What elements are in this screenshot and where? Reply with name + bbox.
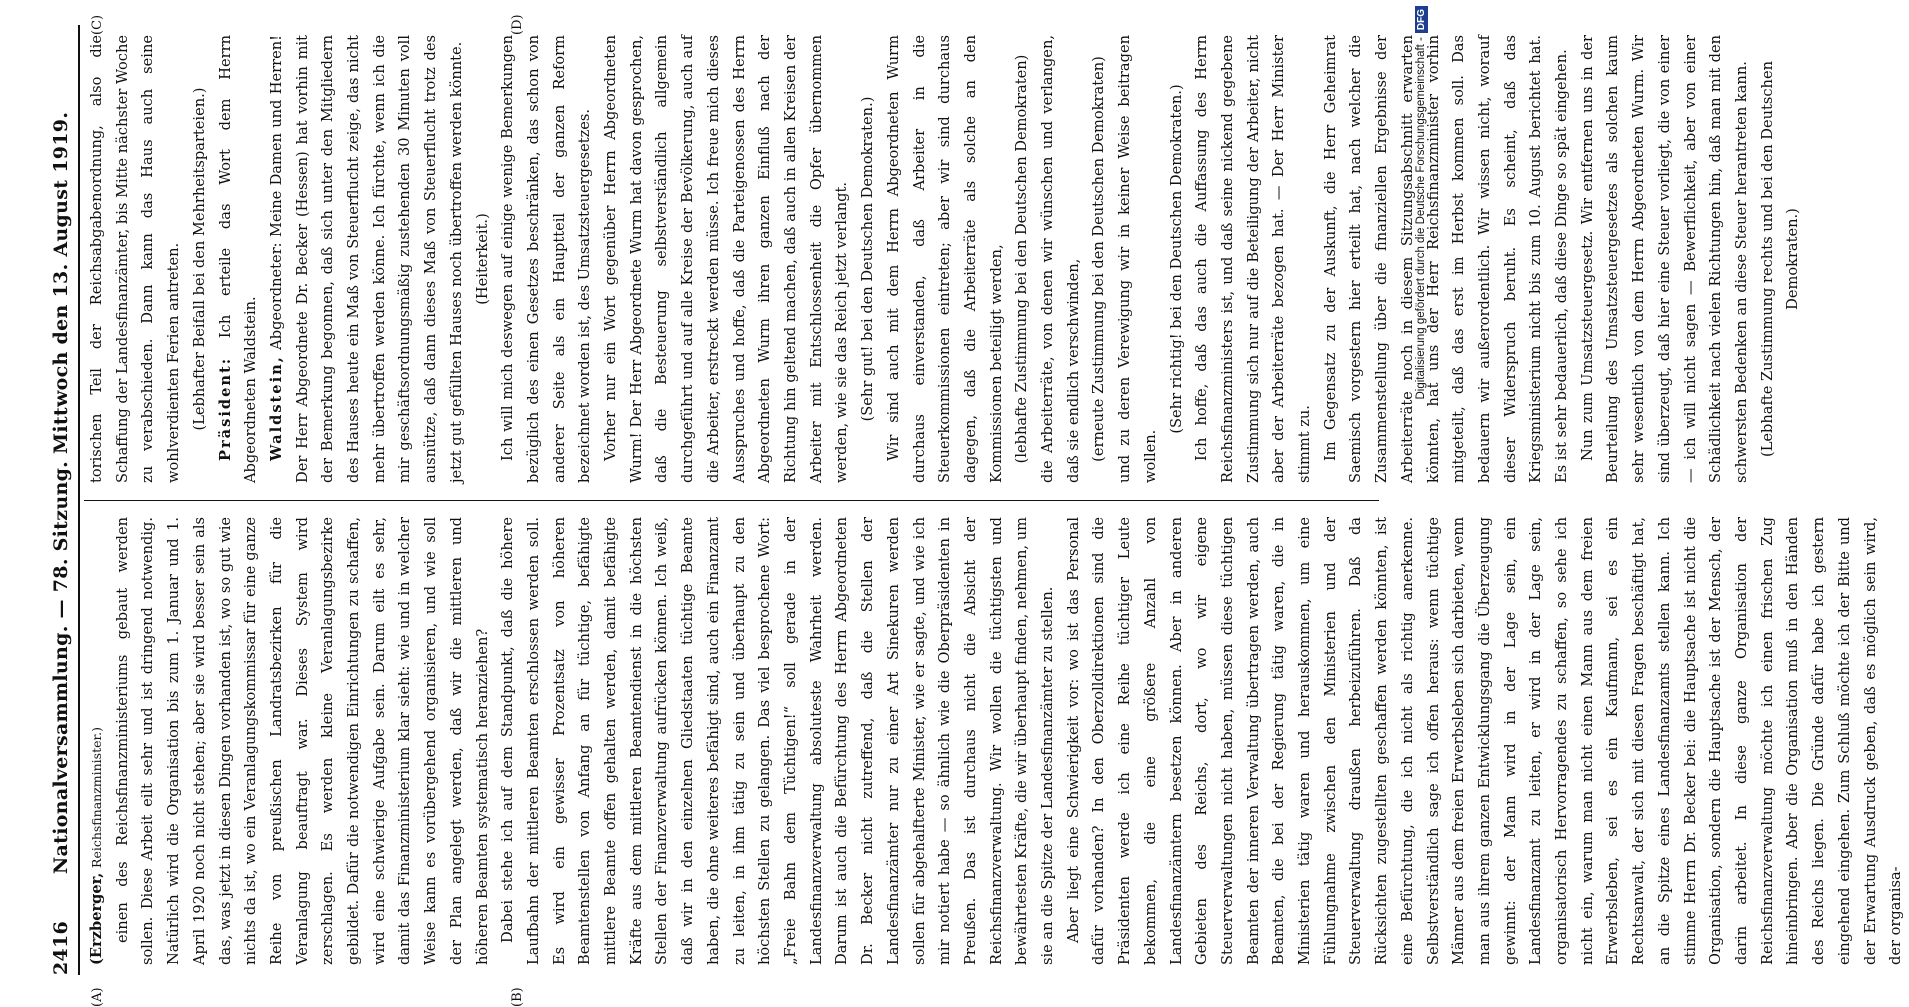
header-rule	[78, 25, 80, 975]
interjection: (Heiterkeit.)	[473, 213, 491, 305]
interjection: (Lebhafter Beifall bei den Mehrheitsparteien.)	[190, 87, 208, 431]
interjection: (Sehr richtig! bei den Deutschen Demokraten.)	[1167, 84, 1185, 434]
page-number: 2416	[50, 920, 72, 975]
body-paragraph: Ich hoffe, daß das auch die Auffassung des Herrn Reichsfinanzministers ist, und daß seine nickend gegebene Zustimmung sich nur auf die Beteiligung der Arbeiter, nicht aber der Arbeiterräte bezogen hat. — Der Herr Minister stimmt zu.	[1193, 35, 1314, 483]
speaker-name: Präsident:	[216, 356, 234, 461]
body-paragraph: Im Gegensatz zu der Auskunft, die Herr Geheimrat Saemisch vorgestern hier erteilt hat, nach welcher die Zusammenstellung über die finanziellen Ergebnisse der Arbeiterräte noch in diesem Sitzungsabschnitt erwarten könnten, hat uns der Herr Reichsfinanzminister vorhin mitgeteilt, daß das erst im Herbst kommen soll. Das bedauern wir außerordentlich. Wir wissen nicht, worauf dieser Widerspruch beruht. Es scheint, daß das Kriegsministerium nicht bis zum 10. August berichtet hat. Es ist sehr bedauerlich, daß diese Dinge so spät eingehen.	[1321, 35, 1571, 483]
running-header	[40, 25, 72, 975]
body-paragraph: torischen Teil der Reichsabgabenordnung, also die Schaffung der Landesfinanzämter, bis Mitte nächster Woche zu verabschieden. Dann kann das Haus auch seine wohlverdienten Ferien antreten.	[88, 35, 183, 483]
speech-text: Ich erteile das Wort dem Herrn Abgeordneten Waldstein.	[216, 35, 260, 483]
interjection: (Sehr gut! bei den Deutschen Demokraten.)	[859, 96, 877, 422]
body-paragraph: einen des Reichsfinanzministeriums gebaut werden sollen. Diese Arbeit eilt sehr und ist dringend notwendig. Natürlich wird die Organisation bis zum 1. Januar und 1. April 1920 noch nicht stehen; aber sie wird besser sein als das, was jetzt in diesen Dingen vorhanden ist, wo so gut wie nichts da ist, wo ein Veranlagungskommissar für eine ganze Reihe von preußischen Landratsbezirken für die Veranlagung beauftragt war. Dieses System wird zerschlagen. Es werden kleine Veranlagungsbezirke gebildet. Dafür die notwendigen Einrichtungen zu schaffen, wird eine schwierige Aufgabe sein. Darum eilt es sehr, damit das Finanzministerium klar sieht: wie und in welcher Weise kann es vorübergehend organisieren, und wie soll der Plan angelegt werden, daß wir die mittleren und höheren Beamten systematisch heranziehen?	[113, 517, 491, 965]
header-title: Nationalversammlung. — 78. Sitzung. Mittwoch den 13. August 1919.	[50, 111, 72, 875]
body-paragraph: Wir sind auch mit dem Herrn Abgeordneten Wurm durchaus einverstanden, daß Arbeiter in die Steuerkommissionen eintreten; aber wir sind durchaus dagegen, daß die Arbeiterräte als solche an den Kommissionen beteiligt werden,	[884, 35, 1005, 483]
margin-mark-b: (B)	[510, 987, 525, 1007]
speaker-role: Reichsfinanzminister.)	[89, 727, 104, 868]
dfg-logo: DFG	[1415, 6, 1428, 33]
speech-paragraph	[264, 35, 470, 483]
interjection: (Lebhafte Zustimmung rechts und bei den Deutschen Demokraten.)	[1758, 61, 1802, 457]
margin-mark-d: (D)	[510, 14, 525, 35]
body-paragraph: und zu deren Verewigung wir in keiner Weise beitragen wollen.	[1116, 35, 1159, 483]
body-paragraph: Vorher nur ein Wort gegenüber Herrn Abgeordneten Wurm! Der Herr Abgeordnete Wurm hat davon gesprochen, daß die Besteuerung selbstverständlich allgemein durchgeführt und auf alle Kreise der Bevölkerung, auch auf die Arbeiter, erstreckt werden müsse. Ich freue mich dieses Ausspruches und hoffe, daß die Parteigenossen des Herrn Abgeordneten Wurm ihren ganzen Einfluß nach der Richtung hin geltend machen, daß auch in allen Kreisen der Arbeiter mit Entschlossenheit die Opfer übernommen werden, wie sie das Reich jetzt verlangt.	[602, 35, 851, 483]
speaker-heading	[84, 517, 110, 965]
left-column	[84, 517, 1905, 965]
body-paragraph: Nun zum Umsatzsteuergesetz. Wir entfernen uns in der Beurteilung des Umsatzsteuergesetzes als solchen kaum sehr wesentlich von dem Herrn Abgeordneten Wurm. Wir sind überzeugt, daß hier eine Steuer vorliegt, die von einer — ich will nicht sagen — Bewerflichkeit, aber von einer Schädlichkeit nach vielen Richtungen hin, daß man mit den schwersten Bedenken an diese Steuer herantreten kann.	[1578, 35, 1750, 483]
margin-mark-c: (C)	[90, 14, 105, 35]
digitization-stamp	[1408, 6, 1430, 996]
body-paragraph: Ich will mich deswegen auf einige wenige Bemerkungen bezüglich des einen Gesetzes beschränken, das schon von anderer Seite als ein Hauptteil der ganzen Reform bezeichnet worden ist, des Umsatzsteuergesetzes.	[499, 35, 594, 483]
margin-mark-a: (A)	[90, 987, 105, 1007]
body-paragraph: Dabei stehe ich auf dem Standpunkt, daß die höhere Laufbahn der mittleren Beamten erschlossen werden soll. Es wird ein gewisser Prozentsatz von höheren Beamtenstellen von Anfang an für tüchtige, befähigte mittlere Beamte offen gehalten werden, damit befähigte Kräfte aus dem mittleren Beamtendienst in die höchsten Stellen der Finanzverwaltung aufrücken können. Ich weiß, daß wir in den einzelnen Gliedstaaten tüchtige Beamte haben, die ohne weiteres befähigt sind, auch ein Finanzamt zu leiten, in ihm tätig zu sein und überhaupt zu den höchsten Stellen zu gelangen. Das viel besprochene Wort: „Freie Bahn dem Tüchtigen!“ soll gerade in der Landesfinanzverwaltung absoluteste Wahrheit werden. Darum ist auch die Befürchtung des Herrn Abgeordneten Dr. Becker nicht zutreffend, daß die Stellen der Landesfinanzämter nur zu einer Art Sinekuren werden sollen für abgehalfterte Minister, wie er sagte, und wie ich mir notiert habe — so ähnlich wie die Oberpräsidenten in Preußen. Das ist durchaus nicht die Absicht der Reichsfinanzverwaltung. Wir wollen die tüchtigsten und bewährtesten Kräfte, die wir überhaupt finden, nehmen, um sie an die Spitze der Landesfinanzämter zu stellen.	[499, 517, 1057, 965]
body-paragraph: Aber liegt eine Schwierigkeit vor: wo ist das Personal dafür vorhanden? In den Oberzolldirektionen sind die Präsidenten werde ich eine Reihe tüchtiger Leute bekommen, die eine größere Anzahl von Landesfinanzämtern besetzen können. Aber in anderen Gebieten des Reichs, dort, wo wir eigene Steuerverwaltungen nicht haben, müssen diese tüchtigen Beamten der inneren Verwaltung übertragen werden, auch Beamten, die bei der Regierung tätig waren, die in Ministerien tätig waren und herauskommen, um eine Fühlungnahme zwischen den Ministerien und der Steuerverwaltung draußen herbeizuführen. Daß da Rücksichten zugestellten geschaffen werden könnten, ist eine Befürchtung, die ich nicht als richtig anerkenne. Selbstverständlich sage ich offen heraus: wenn tüchtige Männer aus dem freien Erwerbsleben sich darbieten, wenn man aus ihrem ganzen Entwicklungsgang die Überzeugung gewinnt: der Mann wird in der Lage sein, ein Landesfinanzamt zu leiten, er wird in der Lage sein, organisatorisch Hervorragendes zu schaffen, so sehe ich nicht ein, warum man nicht einen Mann aus dem freien Erwerbsleben, sei es ein Kaufmann, sei es ein Rechtsanwalt, der sich mit diesen Fragen beschäftigt hat, an die Spitze eines Landesfinanzamts stellen kann. Ich stimme Herrn Dr. Becker bei: die Hauptsache ist nicht die Organisation, sondern die Hauptsache ist der Mensch, der darin arbeitet. In diese ganze Organisation der Reichsfinanzverwaltung möchte ich einen frischen Zug hineinbringen. Aber die Organisation muß in den Händen des Reichs liegen. Die Gründe dafür habe ich gestern eingehend eingehen. Zum Schluß möchte ich der Bitte und der Erwartung Ausdruck geben, daß es möglich sein wird, der organisa-	[1064, 517, 1905, 965]
interjection: (erneute Zustimmung bei den Deutschen Demokraten)	[1090, 56, 1108, 462]
interjection: (lebhafte Zustimmung bei den Deutschen Demokraten)	[1013, 54, 1031, 464]
speaker-name: (Erzberger,	[88, 872, 105, 965]
body-paragraph: die Arbeiterräte, von denen wir wünschen und verlangen, daß sie endlich verschwinden,	[1039, 35, 1082, 483]
stamp-text: Digitalisierung gefördert durch die Deutsche Forschungsgemeinschaft -	[1415, 37, 1427, 400]
speech-paragraph	[213, 35, 264, 483]
column-divider	[84, 500, 1379, 501]
speech-text: Abgeordneter: Meine Damen und Herren! Der Herr Abgeordnete Dr. Becker (Hessen) hat vorhin mit der Bemerkung begonnen, daß sich unter den Mitgliedern des Hauses heute ein Maß von Steuerflucht zeige, das nicht mehr übertroffen werden könne. Ich fürchte, wenn ich die mir geschäftsordnungsmäßig zustehenden 30 Minuten voll ausnütze, daß dann dieses Maß von Steuerflucht trotz des jetzt gut gefüllten Hauses noch übertroffen werden könnte.	[267, 35, 465, 483]
speaker-name: Waldstein,	[267, 355, 285, 461]
